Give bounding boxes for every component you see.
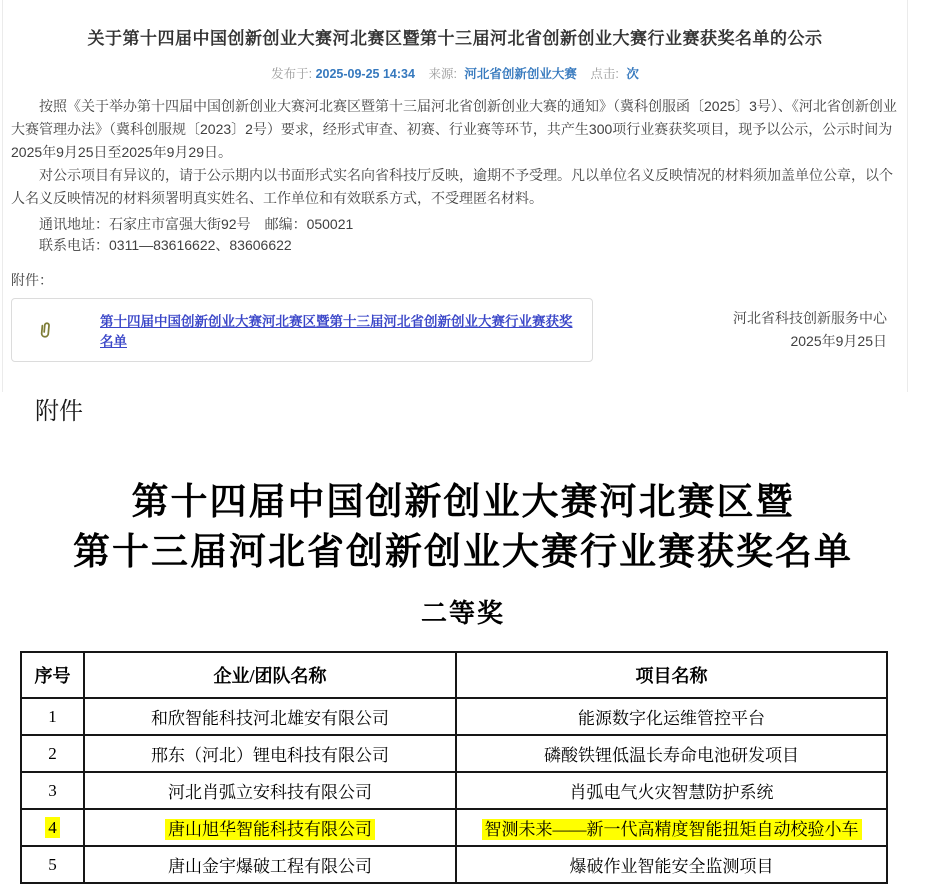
attachment-label: 附件： <box>11 272 53 288</box>
project-cell <box>456 809 887 846</box>
seq-cell: 5 <box>21 846 84 883</box>
document-title-line1: 第十四届中国创新创业大赛河北赛区暨 <box>131 482 795 523</box>
seq-cell: 2 <box>21 735 84 772</box>
published-value: 2025-09-25 14:34 <box>315 67 415 81</box>
project-cell: 肖弧电气火灾智慧防护系统 <box>456 772 887 809</box>
table-row <box>21 698 887 735</box>
phone-line: 联系电话：0311—83616622、83606622 <box>39 237 292 253</box>
paperclip-icon <box>35 319 58 342</box>
document-title <box>0 478 926 578</box>
attachment-heading: 附件 <box>35 398 83 425</box>
article-meta <box>11 64 899 82</box>
company-cell <box>84 809 456 846</box>
highlight-mark: 4 <box>45 817 60 838</box>
award-table <box>20 651 888 884</box>
signature-date: 2025年9月25日 <box>790 333 887 349</box>
project-cell: 磷酸铁锂低温长寿命电池研发项目 <box>456 735 887 772</box>
seq-cell: 3 <box>21 772 84 809</box>
attachment-item[interactable] <box>11 298 593 362</box>
award-level: 二等奖 <box>420 599 505 628</box>
source-link[interactable]: 河北省创新创业大赛 <box>464 67 577 81</box>
header-project: 项目名称 <box>456 652 887 698</box>
table-row <box>21 735 887 772</box>
company-cell: 唐山金宇爆破工程有限公司 <box>84 846 456 883</box>
highlight-mark: 智测未来——新一代高精度智能扭矩自动校验小车 <box>482 819 862 840</box>
company-cell: 邢东（河北）锂电科技有限公司 <box>84 735 456 772</box>
paragraph-1: 按照《关于举办第十四届中国创新创业大赛河北赛区暨第十三届河北省创新创业大赛的通知》（冀科创服函〔2025〕3号）、《河北省创新创业大赛管理办法》（冀科创服规〔2023〕2号）要求，经形式审查、初赛、行业赛等环节，共产生300项行业赛获奖项目，现予以公示，公示时间为2025年9月25日至2025年9月29日。 <box>11 98 897 160</box>
source-label: 来源: <box>428 67 457 81</box>
contact-block <box>11 214 899 256</box>
document-title-line2: 第十三届河北省创新创业大赛行业赛获奖名单 <box>73 532 853 573</box>
article-panel <box>2 0 908 392</box>
table-row-highlighted <box>21 809 887 846</box>
table-header-row <box>21 652 887 698</box>
highlight-mark: 唐山旭华智能科技有限公司 <box>165 819 375 840</box>
seq-cell: 1 <box>21 698 84 735</box>
company-cell: 河北肖弧立安科技有限公司 <box>84 772 456 809</box>
published-label: 发布于: <box>271 67 313 81</box>
seq-cell <box>21 809 84 846</box>
paragraph-2: 对公示项目有异议的，请于公示期内以书面形式实名向省科技厅反映，逾期不予受理。凡以单位名义反映情况的材料须加盖单位公章，以个人名义反映情况的材料须署明真实姓名、工作单位和有效联系方式，不受理匿名材料。 <box>11 167 893 206</box>
table-row <box>21 772 887 809</box>
project-cell: 能源数字化运维管控平台 <box>456 698 887 735</box>
attachment-preview <box>0 385 926 884</box>
address-line: 通讯地址：石家庄市富强大街92号 邮编：050021 <box>39 216 354 232</box>
signature-block <box>733 307 887 353</box>
header-seq: 序号 <box>21 652 84 698</box>
attachment-link[interactable]: 第十四届中国创新创业大赛河北赛区暨第十三届河北省创新创业大赛行业赛获奖名单 <box>100 314 573 349</box>
project-cell: 爆破作业智能安全监测项目 <box>456 846 887 883</box>
company-cell: 和欣智能科技河北雄安有限公司 <box>84 698 456 735</box>
signature-org: 河北省科技创新服务中心 <box>733 310 887 326</box>
clicks-label: 点击: <box>590 67 619 81</box>
clicks-value: 次 <box>626 67 639 81</box>
article-body <box>11 95 899 256</box>
page-title: 关于第十四届中国创新创业大赛河北赛区暨第十三届河北省创新创业大赛行业赛获奖名单的公示 <box>87 29 823 48</box>
header-company: 企业/团队名称 <box>84 652 456 698</box>
table-row <box>21 846 887 883</box>
